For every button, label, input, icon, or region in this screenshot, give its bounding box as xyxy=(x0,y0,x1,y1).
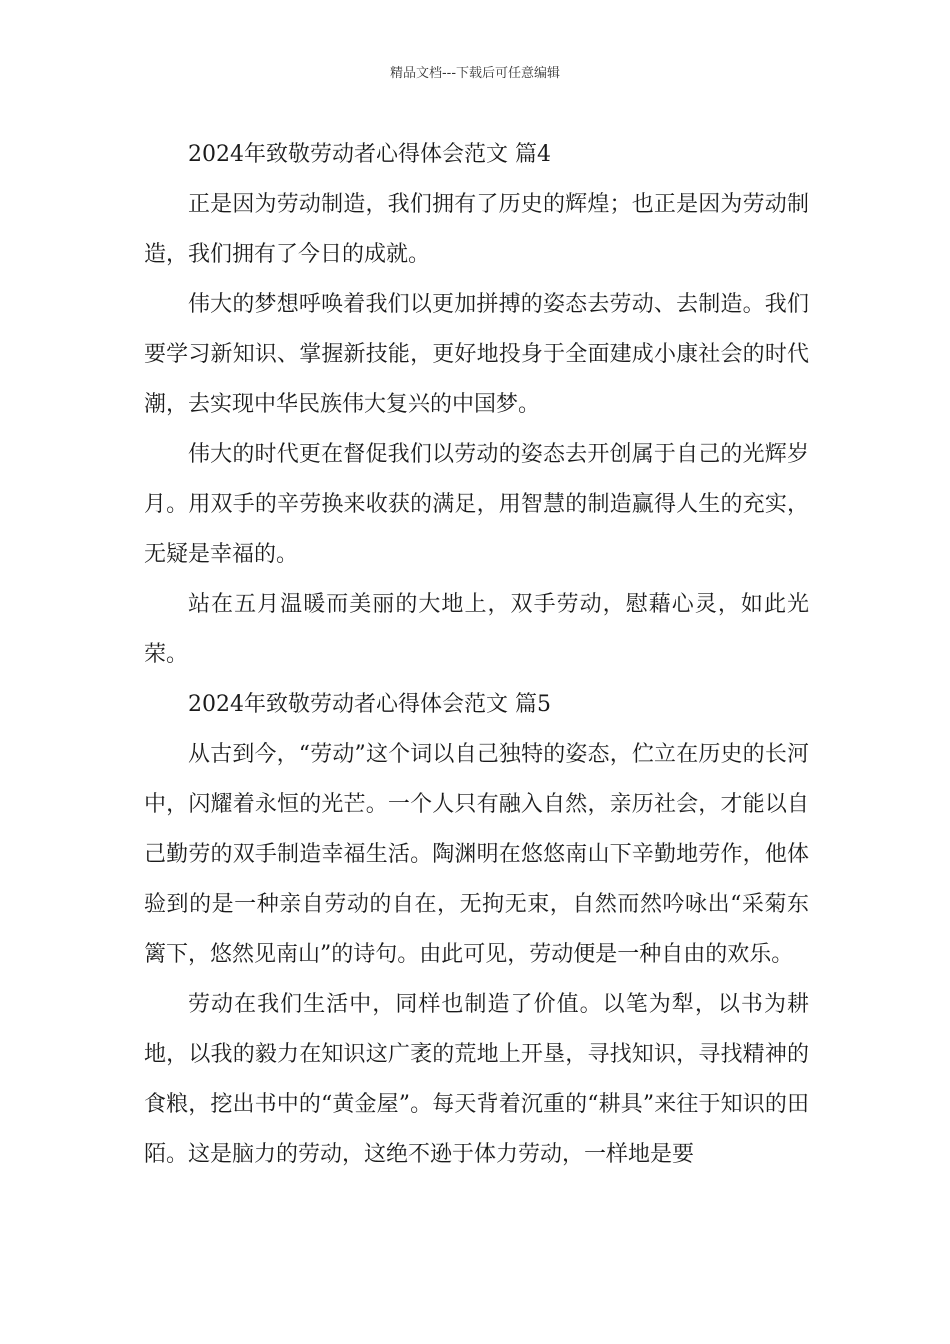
paragraph: 劳动在我们生活中，同样也制造了价值。以笔为犁，以书为耕地，以我的毅力在知识这广袤的荒地上开垦，寻找知识，寻找精神的食粮，挖出书中的“黄金屋”。每天背着沉重的“耕具”来往于知识的田陌。这是脑力的劳动，这绝不逊于体力劳动，一样地是要 xyxy=(144,992,809,1167)
paragraph: 站在五月温暖而美丽的大地上，双手劳动，慰藉心灵，如此光荣。 xyxy=(144,592,809,667)
document-body xyxy=(144,130,809,1180)
paragraph: 正是因为劳动制造，我们拥有了历史的辉煌；也正是因为劳动制造，我们拥有了今日的成就。 xyxy=(144,192,809,267)
paragraph: 伟大的时代更在督促我们以劳动的姿态去开创属于自己的光辉岁月。用双手的辛劳换来收获的满足，用智慧的制造赢得人生的充实，无疑是幸福的。 xyxy=(144,442,809,567)
page-header: 精品文档---下载后可任意编辑 xyxy=(389,66,561,81)
paragraph: 从古到今，“劳动”这个词以自己独特的姿态，伫立在历史的长河中，闪耀着永恒的光芒。一个人只有融入自然，亲历社会，才能以自己勤劳的双手制造幸福生活。陶渊明在悠悠南山下辛勤地劳作，他体验到的是一种亲自劳动的自在，无拘无束，自然而然吟咏出“采菊东篱下，悠然见南山”的诗句。由此可见，劳动便是一种自由的欢乐。 xyxy=(144,742,809,967)
section-title-5: 2024年致敬劳动者心得体会范文 篇5 xyxy=(188,692,551,717)
section-title-4: 2024年致敬劳动者心得体会范文 篇4 xyxy=(188,142,551,167)
paragraph: 伟大的梦想呼唤着我们以更加拼搏的姿态去劳动、去制造。我们要学习新知识、掌握新技能，更好地投身于全面建成小康社会的时代潮，去实现中华民族伟大复兴的中国梦。 xyxy=(144,292,809,417)
